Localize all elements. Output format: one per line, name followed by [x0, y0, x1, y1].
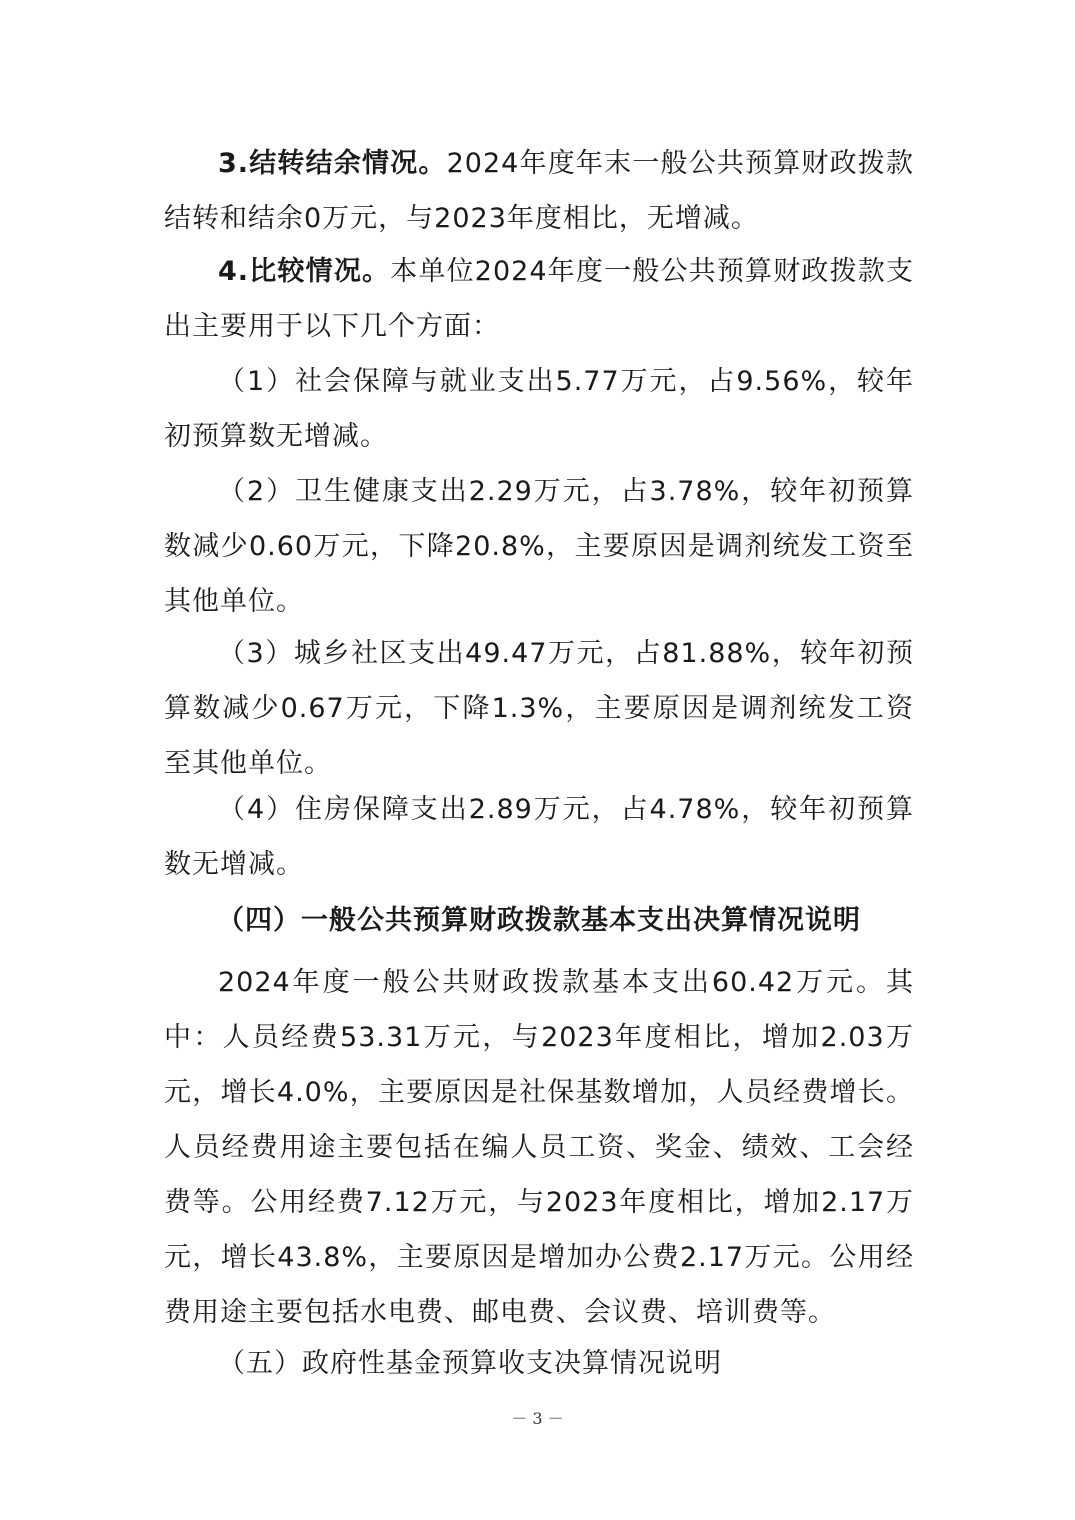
section-heading-government-fund: （五）政府性基金预算收支决算情况说明: [218, 1348, 722, 1379]
paragraph-comparison-text: 本单位2024年度一般公共预算财政拨款支出主要用于以下几个方面：: [164, 256, 914, 342]
section-heading-basic-expenditure: （四）一般公共预算财政拨款基本支出决算情况说明: [217, 905, 861, 936]
item-housing: （4）住房保障支出2.89万元，占4.78%，较年初预算数无增减。: [164, 794, 914, 880]
paragraph-carryover-text: 2024年度年末一般公共预算财政拨款结转和结余0万元，与2023年度相比，无增减。: [164, 148, 915, 234]
item-social-security: （1）社会保障与就业支出5.77万元，占9.56%，较年初预算数无增减。: [164, 366, 914, 452]
paragraph-basic-expenditure: 2024年度一般公共财政拨款基本支出60.42万元。其中：人员经费53.31万元，与2023年度相比，增加2.03万元，增长4.0%，主要原因是社保基数增加，人员经费增长。人员经费用途主要包括在编人员工资、奖金、绩效、工会经费等。公用经费7.12万元，与2023年度相比，增加2.17万元，增长43.8%，主要原因是增加办公费2.17万元。公用经费用途主要包括水电费、邮电费、会议费、培训费等。: [164, 967, 914, 1328]
paragraph-carryover: [164, 136, 914, 246]
page-number: － 3 －: [511, 1409, 564, 1428]
paragraph-comparison-lead: 4.比较情况。: [218, 256, 391, 287]
paragraph-carryover-lead: 3.结转结余情况。: [218, 148, 447, 179]
item-health: （2）卫生健康支出2.29万元，占3.78%，较年初预算数减少0.60万元，下降20.8%，主要原因是调剂统发工资至其他单位。: [164, 476, 914, 617]
item-urban-rural: （3）城乡社区支出49.47万元，占81.88%，较年初预算数减少0.67万元，下降1.3%，主要原因是调剂统发工资至其他单位。: [164, 638, 914, 779]
paragraph-comparison: [164, 244, 914, 354]
